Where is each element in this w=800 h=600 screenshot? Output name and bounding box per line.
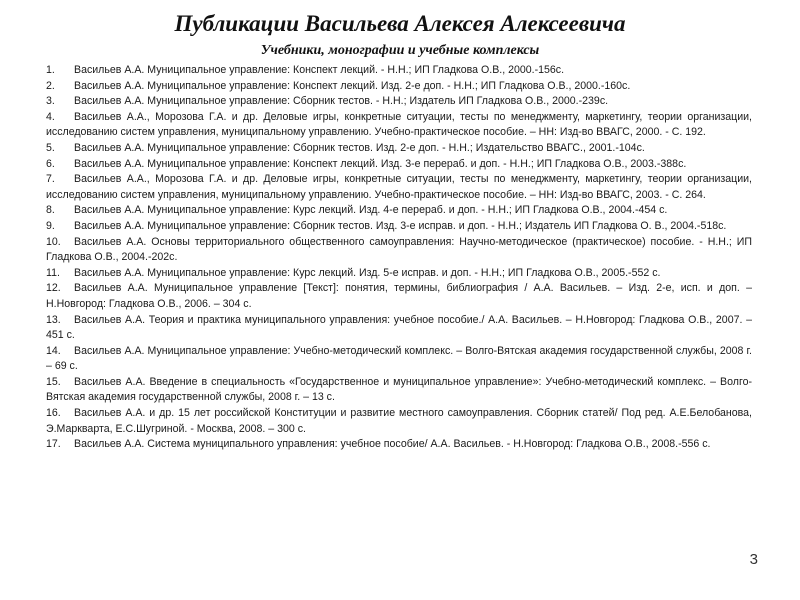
item-text: Васильев А.А. Муниципальное управление: Конспект лекций. Изд. 3-е перераб. и доп. - Н.Н.; ИП Гладкова О.В., 2003.-388с. [74,157,687,170]
item-number: 4. [46,110,55,123]
publication-item [46,235,752,266]
item-number: 13. [46,313,61,326]
publication-item [46,344,752,375]
item-number: 8. [46,204,55,217]
item-text: Васильев А.А. и др. 15 лет российской Конституции и развитие местного самоуправления. Сборник статей/ Под ред. А.Е.Белобанова, Э.Маркварта, Е.С.Шугриной. - Москва, 2008. – 300 с. [46,407,752,435]
item-text: Васильев А.А. Муниципальное управление: Сборник тестов. Изд. 2-е доп. - Н.Н.; Издательство ВВАГС., 2001.-104с. [74,141,645,154]
item-number: 5. [46,141,55,154]
item-text: Васильев А.А. Муниципальное управление: Сборник тестов. - Н.Н.; Издатель ИП Гладкова О.В., 2000.-239с. [74,95,609,108]
item-number: 9. [46,219,55,232]
item-number: 14. [46,344,61,357]
item-number: 3. [46,95,55,108]
section-subtitle: Учебники, монографии и учебные комплексы [260,43,540,58]
item-text: Васильев А.А. Теория и практика муниципального управления: учебное пособие./ А.А. Васильев. – Н.Новгород: Гладкова О.В., 2007. – 451 с. [46,313,752,342]
item-number: 6. [46,157,55,170]
publication-item [46,281,752,312]
publication-item [46,375,752,406]
item-text: Васильев А.А. Муниципальное управление: Конспект лекций. Изд. 2-е доп. - Н.Н.; ИП Гладкова О.В., 2000.-160с. [74,79,631,92]
publication-item [46,172,752,203]
publication-item [46,157,752,173]
item-number: 17. [46,438,61,451]
item-text: Васильев А.А. Муниципальное управление: Конспект лекций. - Н.Н.; ИП Гладкова О.В., 2000.-156с. [74,64,565,76]
publication-list [46,63,752,453]
item-text: Васильев А.А., Морозова Г.А. и др. Деловые игры, конкретные ситуации, тесты по менеджменту, маркетингу, теории организации, исследованию систем управления, муниципальному управлению. Учебно-практическое пособие. – НН: Изд-во ВВАГС, 2000. - С. 192. [46,110,752,139]
page-number: 3 [749,551,758,568]
item-number: 2. [46,79,55,92]
publication-item [46,406,752,437]
publication-item [46,203,752,219]
publication-item [46,110,752,141]
item-text: Васильев А.А. Муниципальное управление: Курс лекций. Изд. 5-е исправ. и доп. - Н.Н.; ИП Гладкова О.В., 2005.-552 с. [74,266,661,279]
publication-item [46,219,752,235]
item-number: 15. [46,375,61,388]
publication-item [46,437,752,453]
item-text: Васильев А.А., Морозова Г.А. и др. Деловые игры, конкретные ситуации, тесты по менеджменту, маркетингу, теории организации, исследованию систем управления, муниципальному управлению. Учебно-практическое пособие. – НН: Изд-во ВВАГС, 2003. - С. 264. [46,173,752,201]
item-number: 12. [46,282,61,295]
publication-item [46,79,752,95]
item-number: 7. [46,173,55,186]
publication-item [46,141,752,157]
item-text: Васильев А.А. Муниципальное управление: Учебно-методический комплекс. – Волго-Вятская академия государственной службы, 2008 г. – 69 с. [46,344,752,373]
page-title: Публикации Васильева Алексея Алексеевича [174,11,626,36]
item-number: 11. [46,266,60,279]
publication-item [46,63,752,79]
item-text: Васильев А.А. Муниципальное управление [Текст]: понятия, термины, библиография / А.А. Васильев. – Изд. 2-е, исп. и доп. – Н.Новгород: Гладкова О.В., 2006. – 304 с. [46,282,752,310]
publication-item [46,313,752,344]
publication-item [46,94,752,110]
item-number: 1. [46,64,55,76]
item-text: Васильев А.А. Муниципальное управление: Курс лекций. Изд. 4-е перераб. и доп. - Н.Н.; ИП Гладкова О.В., 2004.-454 с. [74,204,668,217]
item-text: Васильев А.А. Основы территориального общественного самоуправления: Научно-методическое (практическое) пособие. - Н.Н.; ИП Гладкова О.В., 2004.-202с. [46,235,752,264]
item-text: Васильев А.А. Система муниципального управления: учебное пособие/ А.А. Васильев. - Н.Новгород: Гладкова О.В., 2008.-556 с. [74,438,711,451]
item-text: Васильев А.А. Муниципальное управление: Сборник тестов. Изд. 3-е исправ. и доп. - Н.Н.; Издатель ИП Гладкова О. В., 2004.-518с. [74,219,727,232]
item-number: 16. [46,407,61,420]
item-text: Васильев А.А. Введение в специальность «Государственное и муниципальное управление»: Учебно-методический комплекс. – Волго-Вятская академия государственной службы, 2008 г. – 13 с. [46,375,752,404]
publication-item [46,266,752,282]
item-number: 10. [46,235,61,248]
